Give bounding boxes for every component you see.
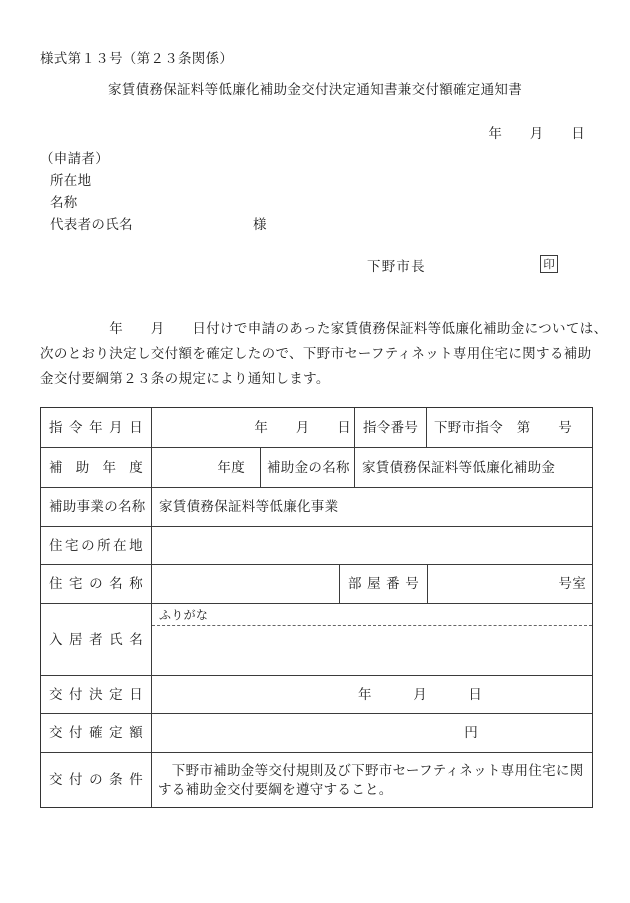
paragraph-line-3: 金交付要綱第２３条の規定により通知します。	[40, 371, 330, 386]
row-label	[41, 565, 151, 603]
room-number-value: 号室	[558, 576, 586, 591]
row-label	[41, 676, 151, 713]
row-fiscal-year	[41, 447, 592, 487]
row-grant-decision-date	[41, 675, 592, 713]
subsidy-name-label-cell	[260, 448, 354, 487]
room-number-label: 部屋番号	[348, 576, 419, 591]
document-title: 家賃債務保証料等低廉化補助金交付決定通知書兼交付額確定通知書	[108, 82, 522, 97]
seal-character: 印	[543, 259, 555, 271]
row-housing-address	[41, 526, 592, 564]
issue-date-line: 年 月 日	[488, 126, 585, 141]
form-number: 様式第１３号（第２３条関係）	[40, 51, 234, 66]
row-label	[41, 714, 151, 752]
fiscal-year-value-cell	[151, 448, 260, 487]
housing-name-label: 住宅の名称	[49, 576, 143, 591]
confirmed-amount-value: 円	[464, 725, 478, 740]
row-label	[41, 488, 151, 526]
row-label	[41, 604, 151, 675]
row-label	[41, 753, 151, 807]
furigana-row	[152, 604, 592, 626]
row-label	[41, 527, 151, 564]
row-housing-name	[41, 564, 592, 603]
resident-name-value-cell	[151, 604, 592, 675]
grant-conditions-value-cell	[151, 753, 592, 807]
subsidy-name-label: 補助金の名称	[267, 459, 350, 475]
project-name-value: 家賃債務保証料等低廉化事業	[159, 499, 339, 514]
grant-conditions-label: 交付の条件	[49, 772, 143, 787]
directive-date-value-cell	[151, 408, 354, 447]
housing-address-value-cell	[151, 527, 592, 564]
resident-name-label: 入居者氏名	[49, 631, 143, 647]
seal-box	[540, 255, 558, 273]
notice-table	[40, 407, 593, 808]
directive-number-value-cell	[426, 408, 592, 447]
honorific-sama: 様	[253, 217, 267, 232]
grant-conditions-line-1: 下野市補助金等交付規則及び下野市セーフティネット専用住宅に関	[158, 762, 584, 778]
directive-number-label-cell	[354, 408, 426, 447]
paragraph-line-2: 次のとおり決定し交付額を確定したので、下野市セーフティネット専用住宅に関する補助	[40, 346, 592, 361]
row-label	[41, 448, 151, 487]
representative-label: 代表者の氏名	[50, 217, 133, 232]
project-name-label: 補助事業の名称	[49, 499, 146, 514]
furigana-label: ふりがな	[159, 607, 209, 622]
applicant-heading: （申請者）	[40, 151, 109, 166]
fiscal-year-value: 年度	[217, 459, 245, 475]
applicant-address-label: 所在地	[50, 173, 92, 188]
confirmed-amount-value-cell	[151, 714, 592, 752]
row-directive-date	[41, 408, 592, 447]
project-name-value-cell	[151, 488, 592, 526]
grant-decision-date-value: 年 月 日	[358, 686, 483, 702]
grant-decision-value-cell	[151, 676, 592, 713]
room-number-label-cell	[339, 565, 427, 603]
directive-number-value: 下野市指令 第 号	[434, 419, 572, 435]
confirmed-amount-label: 交付確定額	[49, 725, 143, 740]
mayor-name: 下野市長	[367, 259, 426, 274]
room-number-value-cell	[427, 565, 592, 603]
row-confirmed-amount	[41, 713, 592, 752]
subsidy-name-value-cell	[354, 448, 592, 487]
housing-name-value-cell	[151, 565, 339, 603]
housing-address-label: 住宅の所在地	[49, 537, 143, 553]
directive-date-label: 指令年月日	[49, 419, 143, 435]
fiscal-year-label: 補助年度	[49, 459, 143, 475]
grant-decision-label: 交付決定日	[49, 686, 143, 702]
paragraph-line-1: 年 月 日付けで申請のあった家賃債務保証料等低廉化補助金については、	[40, 321, 608, 336]
row-resident-name	[41, 603, 592, 675]
row-label	[41, 408, 151, 447]
row-project-name	[41, 487, 592, 526]
resident-name-field	[152, 626, 592, 675]
subsidy-name-value: 家賃債務保証料等低廉化補助金	[362, 459, 556, 475]
grant-conditions-line-2: する補助金交付要綱を遵守すること。	[158, 781, 393, 797]
body-paragraph	[40, 316, 608, 391]
applicant-name-label: 名称	[50, 195, 78, 210]
row-grant-conditions	[41, 752, 592, 807]
directive-number-label: 指令番号	[363, 419, 419, 435]
directive-date-value: 年 月 日	[254, 419, 351, 435]
